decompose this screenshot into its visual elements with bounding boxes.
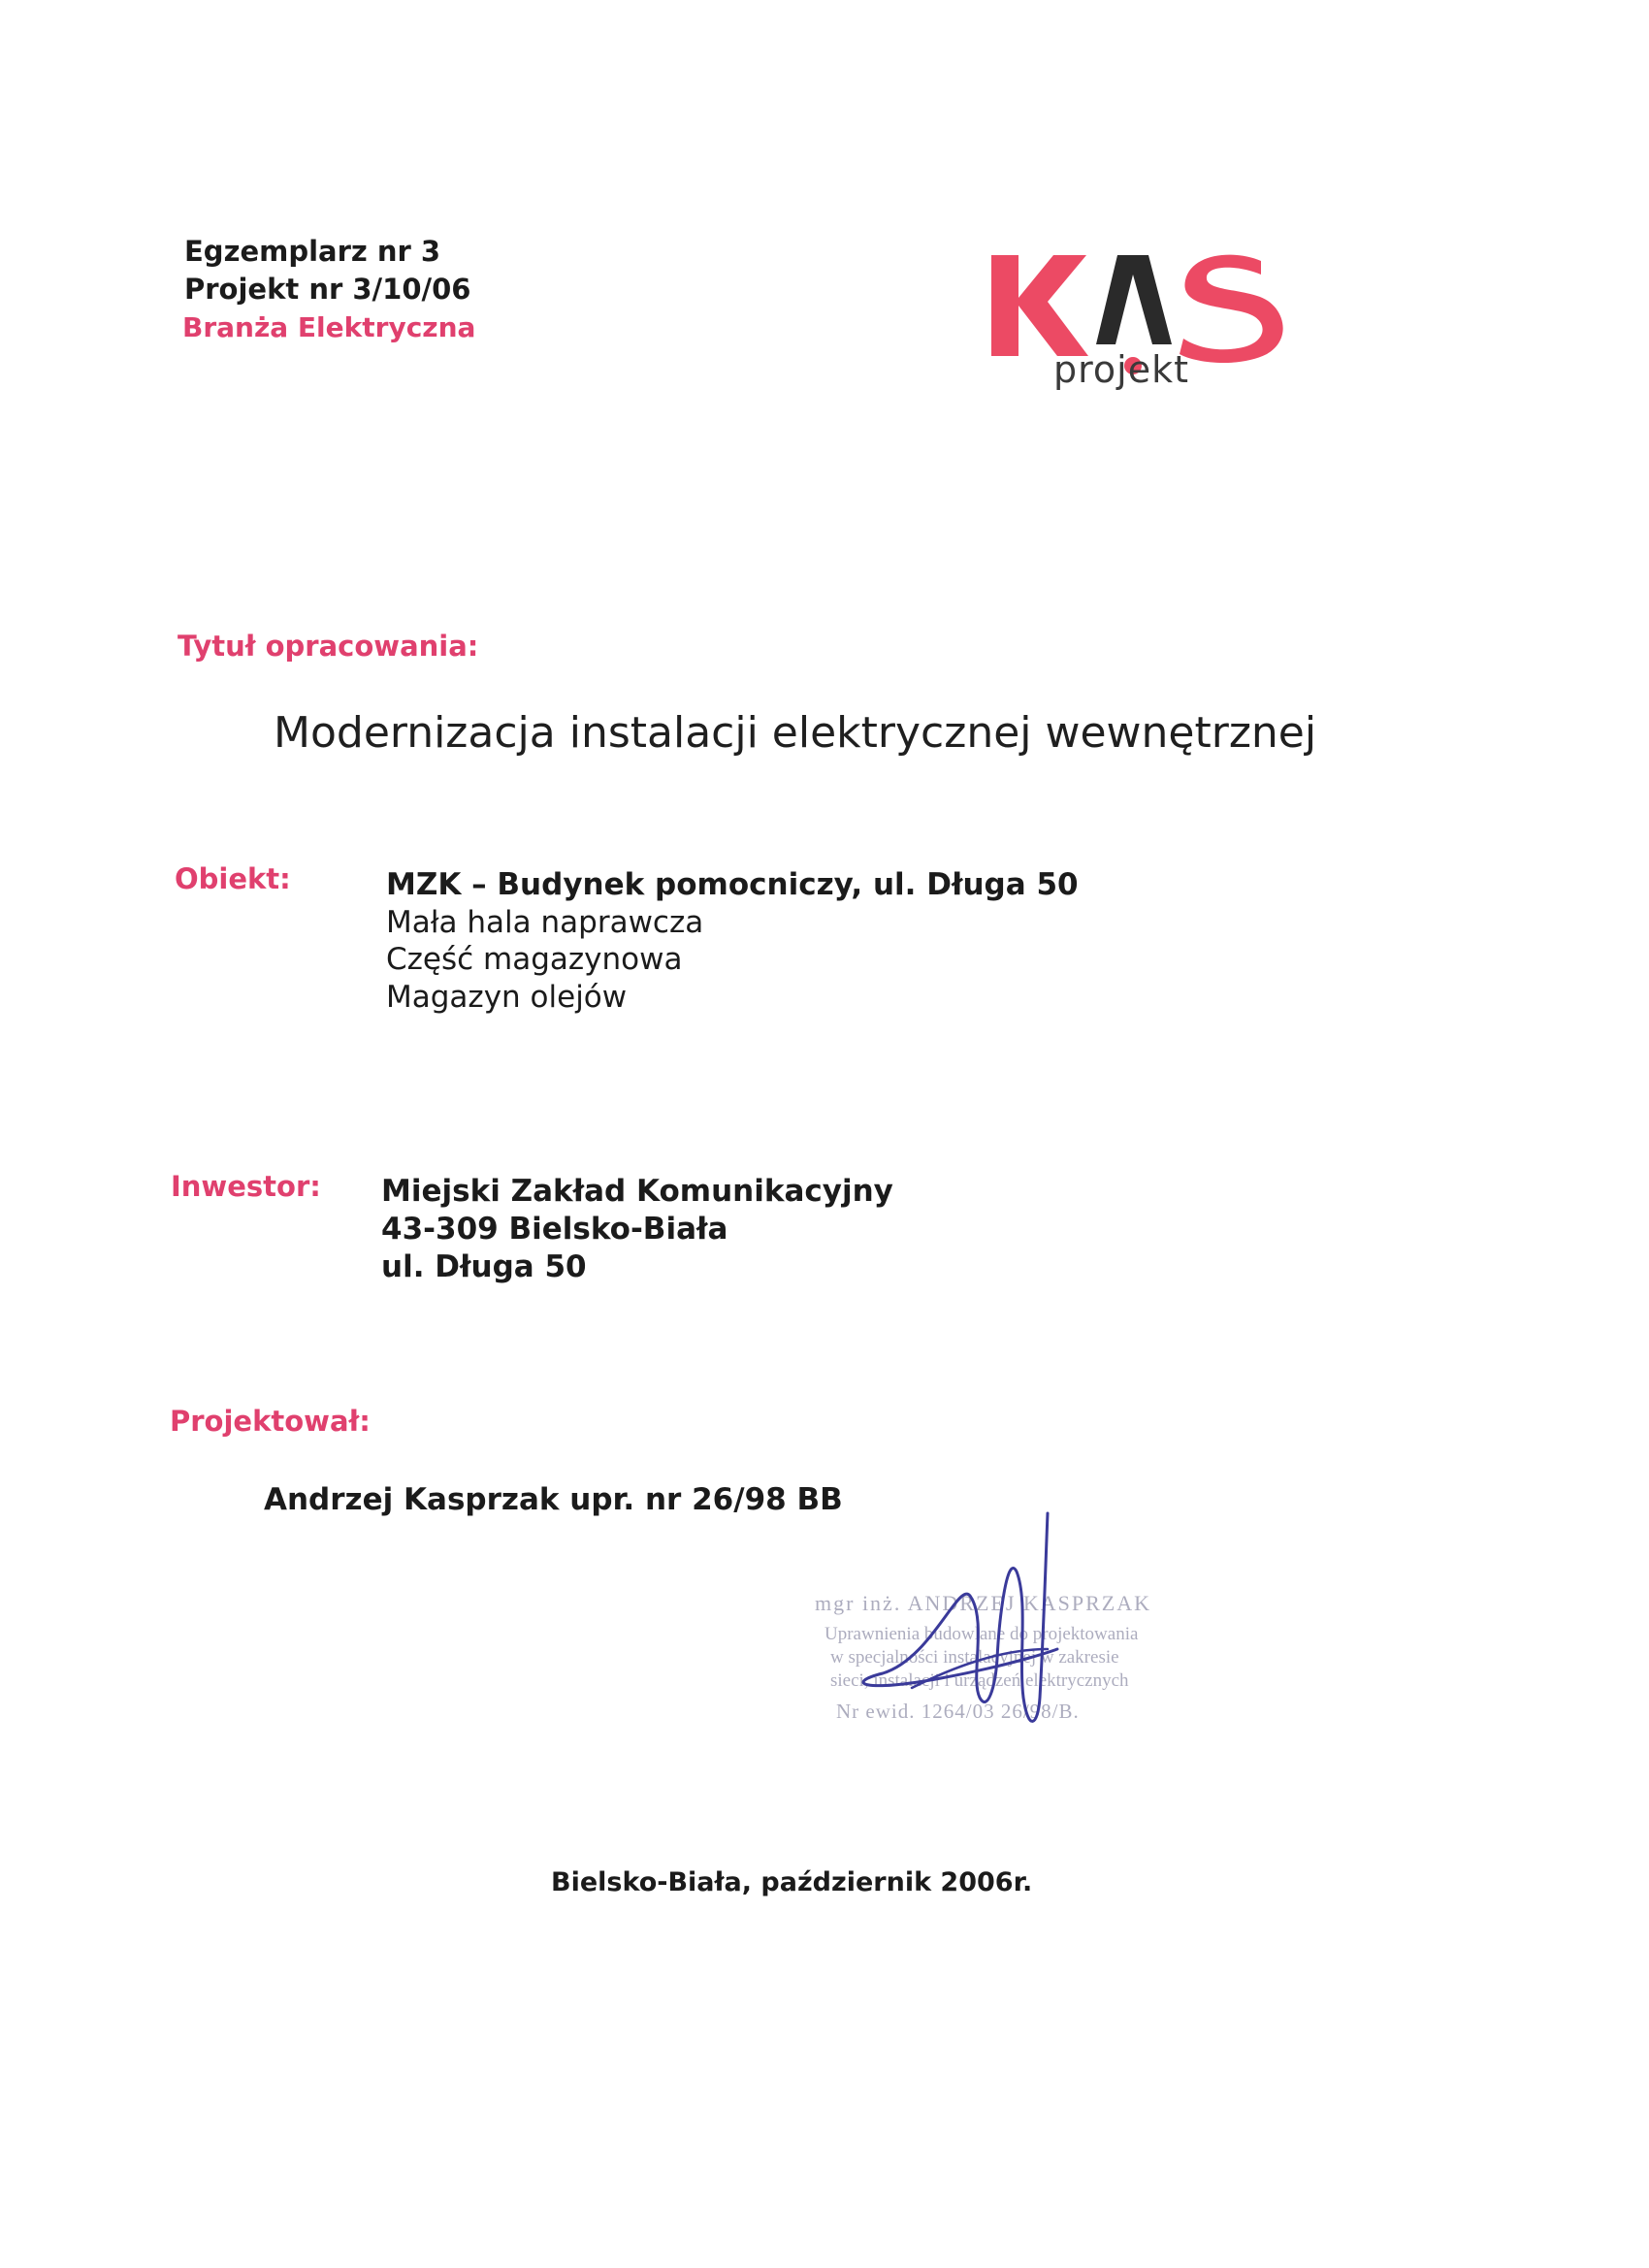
investor-street: ul. Długa 50 (381, 1249, 587, 1284)
document-title: Modernizacja instalacji elektrycznej wewnętrznej (274, 708, 1317, 758)
place-date: Bielsko-Biała, październik 2006r. (551, 1867, 1033, 1897)
object-item: Mała hala naprawcza (386, 905, 704, 940)
signature (824, 1504, 1154, 1746)
object-item: Część magazynowa (386, 942, 683, 977)
project-number: Projekt nr 3/10/06 (184, 273, 471, 306)
object-main: MZK – Budynek pomocniczy, ul. Długa 50 (386, 867, 1079, 902)
stamp-title: mgr inż. ANDRZEJ KASPRZAK (815, 1591, 1152, 1615)
copy-number: Egzemplarz nr 3 (184, 235, 441, 268)
investor-name: Miejski Zakład Komunikacyjny (381, 1174, 893, 1209)
designer-name: Andrzej Kasprzak upr. nr 26/98 BB (264, 1482, 843, 1517)
branch-label: Branża Elektryczna (182, 311, 476, 343)
stamp-number: Nr ewid. 1264/03 26/98/B. (836, 1700, 1080, 1723)
designer-stamp: mgr inż. ANDRZEJ KASPRZAK Uprawnienia budowlane do projektowania w specjalności instalacyjnej w zakresie sieci, instalacji i urządzeń elektrycznych Nr ewid. 1264/03 26/98/B. (815, 1591, 1152, 1723)
company-logo (980, 247, 1290, 403)
investor-postcode: 43-309 Bielsko-Biała (381, 1212, 728, 1247)
investor-label: Inwestor: (171, 1170, 321, 1203)
designer-label: Projektował: (170, 1405, 371, 1438)
object-label: Obiekt: (175, 862, 291, 895)
object-item: Magazyn olejów (386, 980, 628, 1015)
logo-subtitle: projekt (1053, 348, 1189, 391)
title-label: Tytuł opracowania: (178, 630, 479, 663)
